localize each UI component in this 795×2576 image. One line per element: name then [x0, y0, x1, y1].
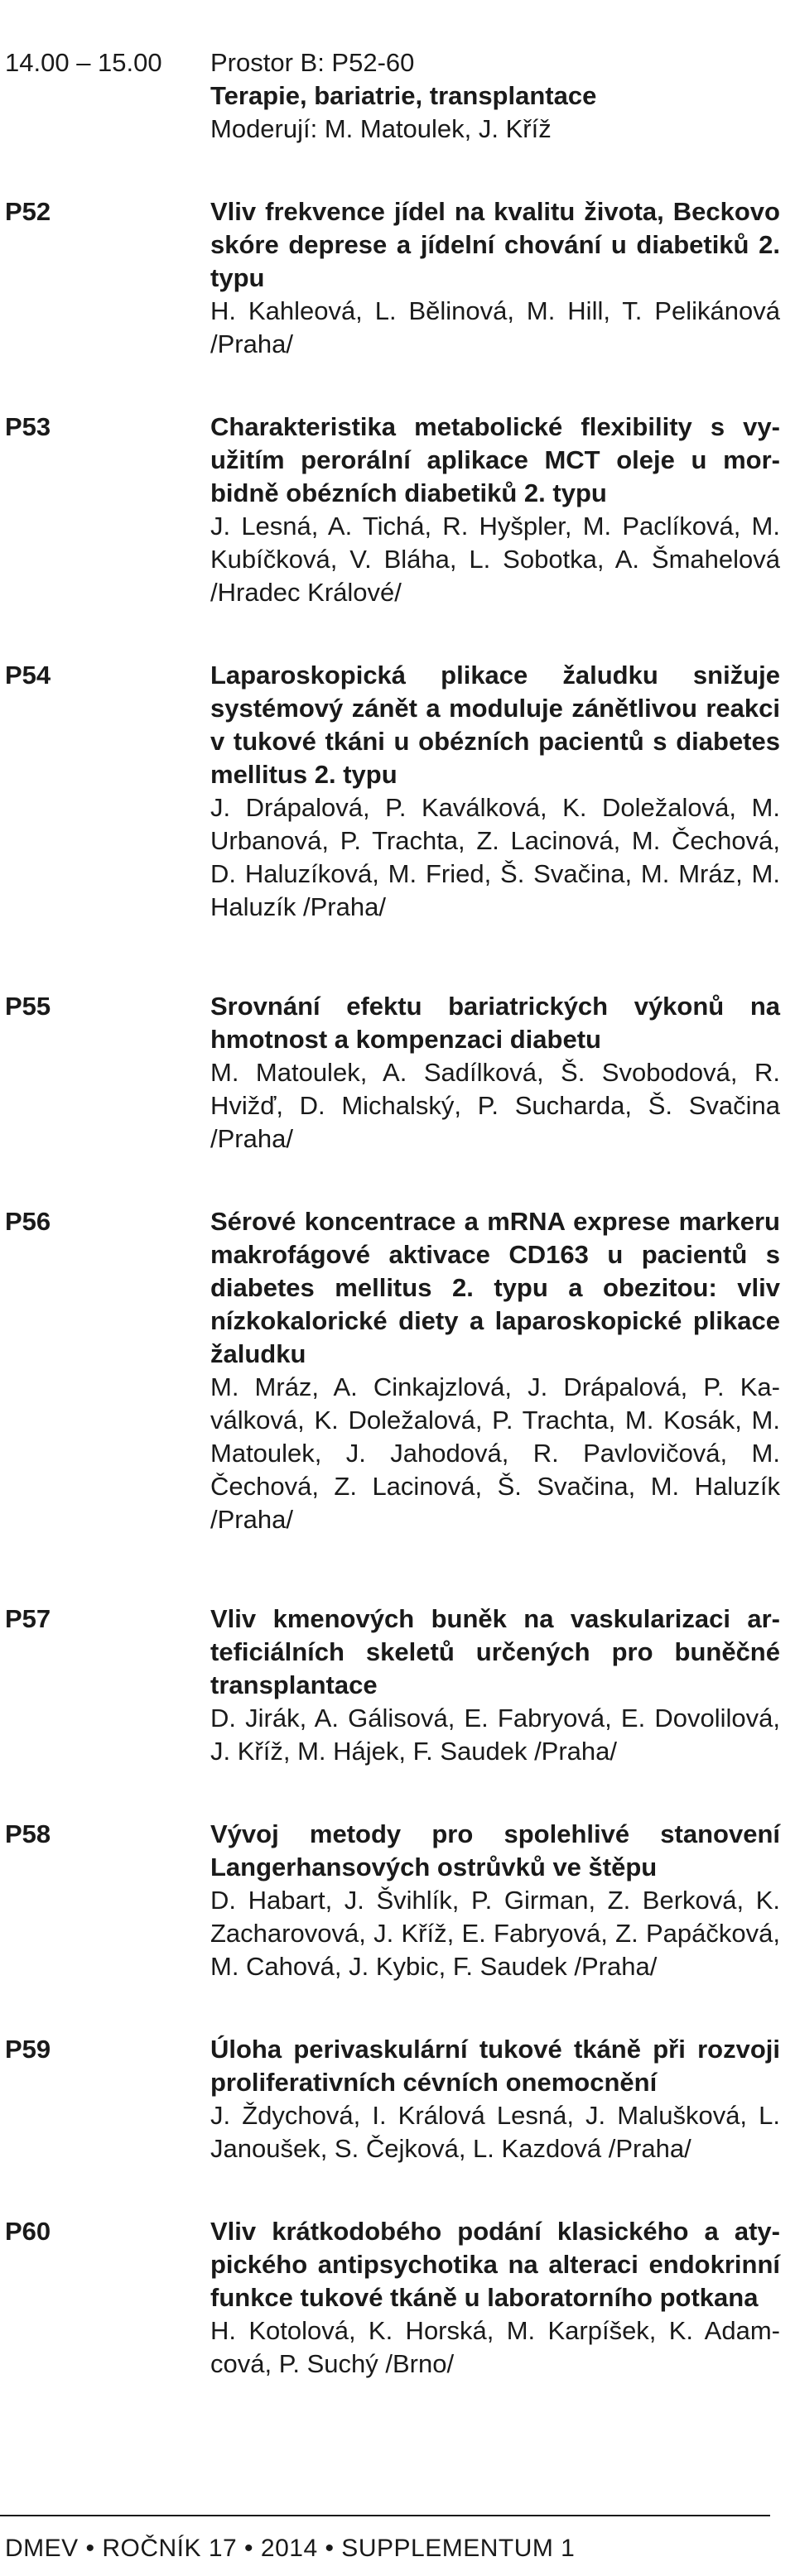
abstract-body: [210, 2215, 780, 2381]
session-topic: Terapie, bariatrie, transplantace: [210, 81, 597, 110]
abstract-code: P54: [5, 661, 51, 690]
abstract-title: Vliv frekvence jídel na kvalitu života, Beckovo skóre deprese a jídelní chování u diabetiků 2. typu: [210, 197, 780, 292]
abstract-code: P59: [5, 2035, 51, 2064]
abstract-title: Vývoj metody pro spolehlivé stanovení Langerhansových ostrůvků ve štěpu: [210, 1819, 780, 1882]
abstract-body: [210, 990, 780, 1156]
abstract-body: [210, 195, 780, 361]
abstract-body: [210, 1818, 780, 1983]
abstract-body: [210, 411, 780, 609]
abstract-title: Vliv kmenových buněk na vaskularizaci arteficiálních skeletů určených pro buněčné transplantace: [210, 1604, 780, 1699]
abstract-title: Vliv krátkodobého podání klasického a atypického antipsychotika na alteraci endokrinní funkce tukové tkáně u laboratorního potkana: [210, 2217, 780, 2312]
abstract-authors: M. Matoulek, A. Sadílková, Š. Svobodová, R. Hvižď, D. Michalský, P. Sucharda, Š. Svačina /Praha/: [210, 1058, 780, 1153]
abstract-title: Sérové koncentrace a mRNA exprese markeru makrofágové aktivace CD163 u pacientů s diabetes mellitus 2. typu a obezitou: vliv nízkokalorické diety a laparoskopické plikace žaludku: [210, 1207, 780, 1368]
session-time: 14.00 – 15.00: [5, 48, 162, 77]
page-footer: DMEV • ROČNÍK 17 • 2014 • SUPPLEMENTUM 1: [5, 2535, 576, 2562]
abstract-authors: J. Drápalová, P. Kaválková, K. Doležalová, M. Urbanová, P. Trachta, Z. Lacinová, M. Čechová, D. Haluzíková, M. Fried, Š. Svačina, M. Mráz, M. Haluzík /Praha/: [210, 793, 780, 921]
abstract-authors: D. Jirák, A. Gálisová, E. Fabryová, E. Dovolilová, J. Kříž, M. Hájek, F. Saudek /Praha/: [210, 1704, 780, 1766]
abstract-code: P53: [5, 412, 51, 441]
abstract-authors: J. Ždychová, I. Králová Lesná, J. Malušková, L. Janoušek, S. Čejková, L. Kazdová /Praha/: [210, 2101, 780, 2163]
abstract-authors: H. Kahleová, L. Bělinová, M. Hill, T. Pelikánová /Praha/: [210, 296, 780, 358]
abstract-body: [210, 1205, 780, 1536]
abstract-title: Srovnání efektu bariatrických výkonů na hmotnost a kompenzaci diabetu: [210, 992, 780, 1054]
abstract-authors: H. Kotolová, K. Horská, M. Karpíšek, K. Adamcová, P. Suchý /Brno/: [210, 2316, 780, 2378]
abstract-code: P60: [5, 2217, 51, 2246]
abstract-authors: D. Habart, J. Švihlík, P. Girman, Z. Berková, K. Zacharovová, J. Kříž, E. Fabryová, Z. Papáčková, M. Cahová, J. Kybic, F. Saudek /Praha/: [210, 1886, 780, 1981]
abstract-body: [210, 659, 780, 924]
footer-divider: [0, 2515, 770, 2516]
abstract-code: P57: [5, 1604, 51, 1633]
abstract-title: Charakteristika metabolické flexibility s využitím perorální aplikace MCT oleje u morbidně obézních diabetiků 2. typu: [210, 412, 780, 507]
abstract-code: P52: [5, 197, 51, 226]
abstract-body: [210, 1603, 780, 1768]
abstract-code: P55: [5, 992, 51, 1021]
abstract-authors: J. Lesná, A. Tichá, R. Hyšpler, M. Paclíková, M. Kubíčková, V. Bláha, L. Sobotka, A. Šmahelová /Hradec Králové/: [210, 512, 780, 607]
abstract-code: P56: [5, 1207, 51, 1236]
abstract-authors: M. Mráz, A. Cinkajzlová, J. Drápalová, P. Kaválková, K. Doležalová, P. Trachta, M. Kosák, M. Matoulek, J. Jahodová, R. Pavlovičová, M. Čechová, Z. Lacinová, Š. Svačina, M. Haluzík /Praha/: [210, 1372, 780, 1534]
abstract-body: [210, 2033, 780, 2165]
session-moderators: Moderují: M. Matoulek, J. Kříž: [210, 114, 552, 143]
session-info: [210, 46, 773, 146]
abstract-title: Laparoskopická plikace žaludku snižuje systémový zánět a moduluje zánětlivou reakci v tukové tkáni u obézních pacientů s diabetes mellitus 2. typu: [210, 661, 780, 789]
abstract-title: Úloha perivaskulární tukové tkáně při rozvoji proliferativních cévních onemocnění: [210, 2035, 780, 2097]
abstract-code: P58: [5, 1819, 51, 1848]
session-room: Prostor B: P52-60: [210, 48, 415, 77]
